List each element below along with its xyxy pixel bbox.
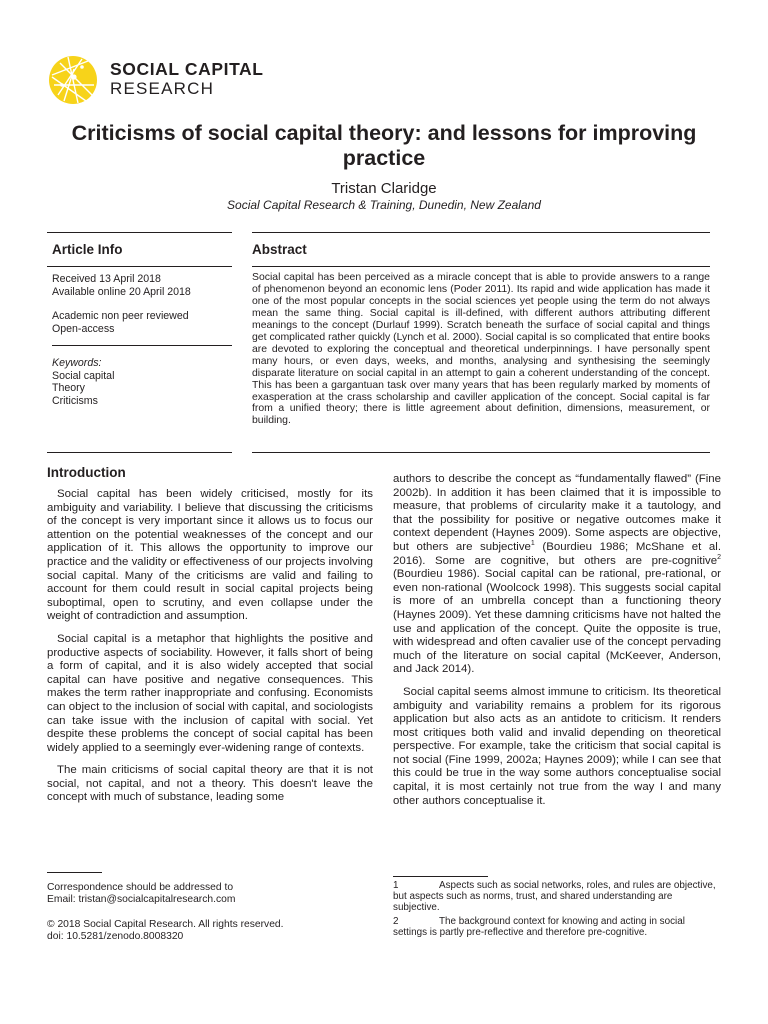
brand-name-line1: SOCIAL CAPITAL bbox=[110, 59, 264, 79]
copyright-text: © 2018 Social Capital Research. All rights reserved. bbox=[47, 919, 284, 930]
keyword-item: Theory bbox=[52, 382, 85, 394]
keyword-item: Social capital bbox=[52, 369, 115, 382]
article-status bbox=[52, 310, 232, 335]
author-affiliation: Social Capital Research & Training, Dunedin, New Zealand bbox=[227, 198, 541, 212]
paper-title: Criticisms of social capital theory: and lessons for improving practice bbox=[71, 121, 697, 170]
abstract-heading: Abstract bbox=[252, 242, 307, 257]
keyword-item: Criticisms bbox=[52, 394, 98, 407]
footnote-ref-1[interactable]: 1 bbox=[530, 540, 535, 548]
footnote bbox=[393, 916, 717, 938]
abstract-heading-rule bbox=[252, 266, 710, 267]
correspondence-rule bbox=[47, 872, 102, 873]
correspondence-email[interactable]: Email: tristan@socialcapitalresearch.com bbox=[47, 894, 236, 906]
access-status: Open-access bbox=[52, 322, 115, 335]
article-info-heading-rule bbox=[47, 266, 232, 267]
footnote-number: 1 bbox=[393, 880, 399, 891]
abstract-top-rule bbox=[252, 232, 710, 233]
article-info-bottom-rule bbox=[47, 452, 232, 453]
body-column-left bbox=[47, 488, 373, 814]
article-dates bbox=[52, 273, 232, 298]
brand-name-line2: RESEARCH bbox=[110, 79, 215, 98]
received-date: Received 13 April 2018 bbox=[52, 273, 161, 285]
body-paragraph: Social capital seems almost immune to criticism. Its theoretical ambiguity and variability remains a problem for its rigorous application but also acts as an antidote to criticism. It renders most critiques both valid and invalid depending on theoretical perspective. For example, take the criticism that social capital is not social (Fine 1999, 2002a; Haynes 2009); while I can see that this could be true in the way some authors conceptualise social capital, it is most certainly not true from the way I and many other authors conceptualise it. bbox=[393, 685, 721, 807]
body-paragraph: Social capital has been widely criticised, mostly for its ambiguity and variability. I believe that discussing the criticisms of the concept is very important since it allows us to focus our attention on the potential weaknesses of the concept and our application of it. This allows the opportunity to improve our practice and the validity or effectiveness of our projects involving social capital. Many of the criticisms are valid and failing to account for them could result in social capital projects being suboptimal, open to scrutiny, and even collapse under the weight of contradiction and assumption. bbox=[47, 488, 373, 623]
footnote-rule bbox=[393, 876, 488, 877]
text-run: authors to describe the concept as “fundamentally flawed” (Fine 2002b). In addition it has been claimed that it is impossible to measure, that problems of circularity make it a tautology, and that the possibility for positive or negative outcomes make it context dependent (Haynes 2009). Some aspects are objective, but others are subjective bbox=[393, 473, 721, 553]
doi-text[interactable]: doi: 10.5281/zenodo.8008320 bbox=[47, 931, 184, 943]
footnote-number: 2 bbox=[393, 916, 399, 927]
abstract-bottom-rule bbox=[252, 452, 710, 453]
body-paragraph: The main criticisms of social capital theory are that it is not social, not capital, and not a theory. This doesn't leave the concept with much of substance, leading some bbox=[47, 764, 373, 804]
network-logo-icon bbox=[48, 55, 104, 111]
copyright-block bbox=[47, 919, 367, 944]
abstract-text: Social capital has been perceived as a miracle concept that is able to provide answers to a range of phenomenon beyond an economic lens (Poder 2011). Its rapid and wide application has made it one of the most popular concepts in the social sciences yet people using the term do not always mean the same thing. Social capital is ill-defined, with different authors attributing different meanings to the concept (Durlauf 1999). Scratch beneath the surface of social capital and things get complicated rather quickly (Lynch et al. 2000). Social capital is so complicated that entire books are devoted to exploring the conceptual and theoretical underpinnings. I have personally spent many hours, or even days, weeks, and months, analysing and synthesising the seemingly disparate literature on social capital in an attempt to gain a coherent understanding of the concept. This has been a gargantuan task over many years that has been regularly marked by moments of exasperation at the crass scholarship and caviller application of the concept. Social capital is far from a unified theory; there is little agreement about definition, dimensions, measurement, or building. bbox=[252, 272, 710, 427]
body-column-right bbox=[393, 473, 721, 817]
section-heading-introduction: Introduction bbox=[47, 465, 126, 480]
available-date: Available online 20 April 2018 bbox=[52, 285, 191, 298]
article-info-heading: Article Info bbox=[52, 242, 123, 257]
footnote-text: Aspects such as social networks, roles, and rules are objective, but aspects such as norms, trust, and shared understanding are subjective. bbox=[393, 880, 716, 914]
correspondence-note: Correspondence should be addressed to bbox=[47, 882, 234, 893]
footnote-text: The background context for knowing and acting in social settings is partly pre-reflective and therefore pre-cognitive. bbox=[393, 916, 685, 939]
author-name: Tristan Claridge bbox=[331, 180, 437, 197]
body-paragraph: Social capital is a metaphor that highlights the positive and productive aspects of sociability. However, it falls short of being a form of capital, and it is also widely accepted that social capital can have positive and negative consequences. This makes the term rather inappropriate and confusing. Economists can object to the inclusion of social with capital, and sociologists can take issue with the inclusion of capital with social. Yet despite these problems the concept of social capital has been widely applied to a seemingly ever-widening range of contexts. bbox=[47, 632, 373, 754]
text-run: (Bourdieu 1986). Social capital can be rational, pre-rational, or even non-rational (Woolcock 1998). This suggests social capital is more of an umbrella concept than a functioning theory (Haynes 2009). Yet these damning criticisms have not halted the use and application of the concept. Quite the opposite is true, with widespread and often cavalier use of the concept pervading much of the literature on social capital (McKeever, Anderson, and Jack 2014). bbox=[393, 568, 721, 676]
keywords-block bbox=[52, 357, 232, 407]
keywords-label: Keywords: bbox=[52, 357, 102, 369]
body-paragraph bbox=[393, 473, 721, 677]
review-status: Academic non peer reviewed bbox=[52, 310, 189, 322]
text-run: (Bourdieu 1986; McShane et al. 2016). Some are cognitive, but others are pre-cognitive bbox=[393, 540, 721, 567]
footnote-ref-2[interactable]: 2 bbox=[717, 553, 721, 561]
correspondence-block bbox=[47, 882, 367, 907]
keywords-divider bbox=[52, 345, 232, 346]
footnote bbox=[393, 880, 717, 914]
journal-logo bbox=[48, 55, 298, 105]
article-info-top-rule bbox=[47, 232, 232, 233]
